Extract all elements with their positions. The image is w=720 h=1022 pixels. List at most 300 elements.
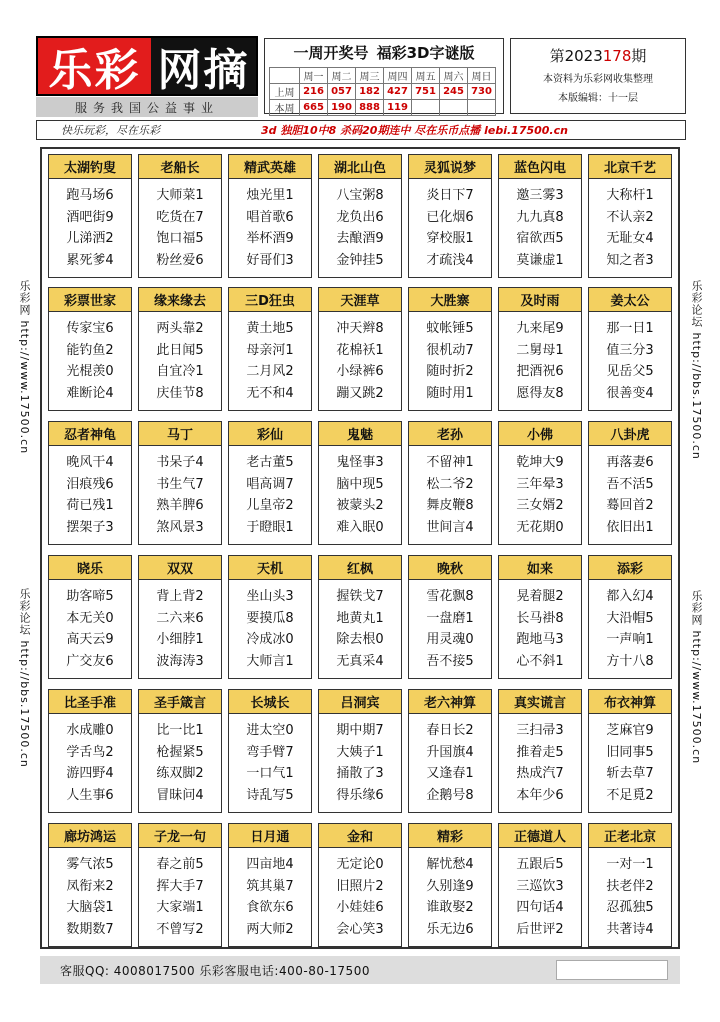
riddle-cell-title: 天涯草 <box>319 288 401 312</box>
riddle-line: 忍孤独5 <box>606 900 654 915</box>
riddle-line: 学舌鸟2 <box>66 744 114 760</box>
draw-value <box>412 100 440 116</box>
riddle-line: 被蒙头2 <box>336 498 384 513</box>
riddle-line: 举杯酒9 <box>246 231 294 246</box>
riddle-line: 比一比1 <box>156 723 204 738</box>
riddle-line: 知之者3 <box>606 252 654 268</box>
riddle-line: 冒昧问4 <box>156 787 204 803</box>
side-text-right-top: 乐彩论坛 http://bbs.17500.cn <box>690 280 703 460</box>
riddle-line: 一声响1 <box>606 632 654 647</box>
riddle-line: 雾气浓5 <box>66 857 114 872</box>
riddle-line: 大家端1 <box>156 900 204 915</box>
footer-blank-box <box>556 960 668 980</box>
day-header: 周五 <box>412 68 440 84</box>
riddle-line: 一对一1 <box>606 857 654 872</box>
riddle-line: 扶老伴2 <box>606 878 654 894</box>
riddle-line: 大脑袋1 <box>66 900 114 915</box>
riddle-line: 大沿帽5 <box>606 610 654 626</box>
riddle-cell <box>318 689 402 813</box>
riddle-line: 炎日下7 <box>426 188 474 203</box>
riddle-line: 小细脖1 <box>156 632 204 647</box>
riddle-cell <box>318 287 402 411</box>
footer <box>40 956 680 984</box>
side-text-left-bottom: 乐彩论坛 http://bbs.17500.cn <box>18 588 31 768</box>
riddle-line: 依旧出1 <box>606 519 654 535</box>
riddle-line: 泪痕残6 <box>66 476 114 492</box>
riddle-line: 庆佳节8 <box>156 385 204 401</box>
riddle-line: 三扫帚3 <box>516 723 564 738</box>
logo <box>36 36 258 96</box>
riddle-line: 二月风2 <box>246 364 294 379</box>
riddle-line: 用灵魂0 <box>426 632 474 647</box>
riddle-line: 要摸瓜8 <box>246 610 294 626</box>
riddle-cell <box>138 823 222 947</box>
period-label <box>511 45 685 66</box>
riddle-line: 春日长2 <box>426 723 474 738</box>
riddle-line: 见岳父5 <box>606 364 654 379</box>
riddle-line: 两大师2 <box>246 921 294 937</box>
riddle-line: 很机动7 <box>426 342 474 358</box>
riddle-line: 金钟挂5 <box>336 252 384 268</box>
riddle-line: 四亩地4 <box>246 857 294 872</box>
draw-value: 427 <box>384 84 412 100</box>
riddle-cell-title: 大胜寨 <box>409 288 491 312</box>
riddle-line: 凤衔来2 <box>66 878 114 894</box>
draw-value: 119 <box>384 100 412 116</box>
riddle-line: 蚊帐锤5 <box>426 321 474 336</box>
riddle-line: 旧同事5 <box>606 744 654 760</box>
riddle-line: 方十八8 <box>606 653 654 669</box>
riddle-cell <box>498 555 582 679</box>
riddle-cell <box>228 823 312 947</box>
riddle-line: 脑中现5 <box>336 476 384 492</box>
riddle-cell-title: 精彩 <box>409 824 491 848</box>
riddle-cell-title: 姜太公 <box>589 288 671 312</box>
riddle-cell <box>228 689 312 813</box>
riddle-cell <box>588 421 672 545</box>
riddle-line: 高天云9 <box>66 632 114 647</box>
riddle-cell <box>408 555 492 679</box>
riddle-line: 无不和4 <box>246 385 294 401</box>
draw-value: 216 <box>300 84 328 100</box>
riddle-cell <box>498 287 582 411</box>
riddle-cell-title: 正德道人 <box>499 824 581 848</box>
weekly-draw-header-row <box>270 68 496 84</box>
riddle-line: 波海涛3 <box>156 653 204 669</box>
riddle-line: 唱高调7 <box>246 476 294 492</box>
riddle-line: 鬼怪事3 <box>336 455 384 470</box>
riddle-cell-title: 北京千艺 <box>589 155 671 179</box>
riddle-cell-title: 湖北山色 <box>319 155 401 179</box>
riddle-line: 三年晕3 <box>516 476 564 492</box>
riddle-line: 两头靠2 <box>156 321 204 336</box>
riddle-line: 都入幻4 <box>606 589 654 604</box>
riddle-cell <box>318 823 402 947</box>
riddle-cell-title: 及时雨 <box>499 288 581 312</box>
riddle-line: 期中期7 <box>336 723 384 738</box>
riddle-line: 老古董5 <box>246 455 294 470</box>
riddle-cell-title: 金和 <box>319 824 401 848</box>
riddle-line: 去酿酒9 <box>336 231 384 246</box>
riddle-line: 无耻女4 <box>606 231 654 246</box>
riddle-line: 那一日1 <box>606 321 654 336</box>
riddle-line: 地黄丸1 <box>336 610 384 626</box>
side-text-left-top: 乐彩网 http://www.17500.cn <box>18 280 31 455</box>
riddle-line: 把酒祝6 <box>516 364 564 379</box>
riddle-line: 好哥们3 <box>246 252 294 268</box>
logo-left-text: 乐彩 <box>38 38 151 94</box>
riddle-line: 热成汽7 <box>516 766 564 781</box>
riddle-line: 随时折2 <box>426 364 474 379</box>
riddle-line: 酒吧街9 <box>66 209 114 225</box>
weekly-draw-title-left: 一周开奖号 <box>293 43 369 62</box>
riddle-cell <box>138 154 222 278</box>
riddle-line: 再落妻6 <box>606 455 654 470</box>
riddle-line: 进太空0 <box>246 723 294 738</box>
riddle-cell-title: 晚秋 <box>409 556 491 580</box>
riddle-line: 二六来6 <box>156 610 204 626</box>
riddle-line: 跑地马3 <box>516 632 564 647</box>
riddle-line: 助客啼5 <box>66 589 114 604</box>
riddle-line: 蹦又跳2 <box>336 385 384 401</box>
riddle-line: 握铁戈7 <box>336 589 384 604</box>
riddle-cell-title: 添彩 <box>589 556 671 580</box>
riddle-cell <box>588 823 672 947</box>
riddle-cell-title: 太湖钓叟 <box>49 155 131 179</box>
riddle-cell-title: 双双 <box>139 556 221 580</box>
riddle-cell <box>498 421 582 545</box>
riddle-cell <box>318 154 402 278</box>
riddle-cell <box>318 555 402 679</box>
draw-value: 665 <box>300 100 328 116</box>
riddle-line: 筑其巢7 <box>246 878 294 894</box>
riddle-cell <box>408 154 492 278</box>
riddle-cell-title: 天机 <box>229 556 311 580</box>
banner <box>36 120 686 140</box>
riddle-line: 不足覓2 <box>606 787 654 803</box>
riddle-line: 背上背2 <box>156 589 204 604</box>
riddle-line: 很善变4 <box>606 385 654 401</box>
riddle-line: 诗乱写5 <box>246 787 294 803</box>
riddle-cell-title: 如来 <box>499 556 581 580</box>
riddle-line: 穿校服1 <box>426 231 474 246</box>
riddle-line: 不认亲2 <box>606 209 654 225</box>
riddle-line: 弯手臂7 <box>246 744 294 760</box>
draw-value: 245 <box>440 84 468 100</box>
riddle-line: 花棉袄1 <box>336 342 384 358</box>
riddle-cell-title: 子龙一句 <box>139 824 221 848</box>
riddle-cell-title: 真实谎言 <box>499 690 581 714</box>
riddle-line: 饱口福5 <box>156 231 204 246</box>
riddle-cell <box>588 555 672 679</box>
riddle-cell <box>588 287 672 411</box>
riddle-line: 大称杆1 <box>606 188 654 203</box>
riddle-cell-title: 圣手箴言 <box>139 690 221 714</box>
riddle-line: 不留神1 <box>426 455 474 470</box>
riddle-line: 广交友6 <box>66 653 114 669</box>
riddle-cell <box>228 555 312 679</box>
riddle-cell <box>228 421 312 545</box>
riddle-cell <box>588 689 672 813</box>
riddle-cell <box>138 421 222 545</box>
riddle-line: 一口气1 <box>246 766 294 781</box>
riddle-cell <box>48 287 132 411</box>
weekly-draw-title <box>265 39 503 65</box>
riddle-line: 粉丝爱6 <box>156 252 204 268</box>
riddle-line: 捅散了3 <box>336 766 384 781</box>
riddle-cell-title: 八卦虎 <box>589 422 671 446</box>
riddle-line: 后世评2 <box>516 921 564 937</box>
riddle-cell-title: 精武英雄 <box>229 155 311 179</box>
riddle-line: 光棍羡0 <box>66 364 114 379</box>
riddle-line: 煞风景3 <box>156 519 204 535</box>
riddle-line: 邀三雾3 <box>516 188 564 203</box>
riddle-line: 解忧愁4 <box>426 857 474 872</box>
riddle-cell <box>228 154 312 278</box>
riddle-line: 雪花飘8 <box>426 589 474 604</box>
draw-value: 888 <box>356 100 384 116</box>
banner-promo-link[interactable]: 3d 独胆10中8 杀码20期连中 尽在乐币点播 lebi.17500.cn <box>261 124 568 137</box>
riddle-line: 八宝粥8 <box>336 188 384 203</box>
riddle-line: 莫谦虚1 <box>516 252 564 268</box>
riddle-line: 无真采4 <box>336 653 384 669</box>
riddle-line: 龙负出6 <box>336 209 384 225</box>
riddle-line: 大师菜1 <box>156 188 204 203</box>
riddle-line: 吾不接5 <box>426 653 474 669</box>
riddle-grid <box>40 147 680 949</box>
riddle-cell-title: 布衣神算 <box>589 690 671 714</box>
day-header: 周三 <box>356 68 384 84</box>
riddle-line: 推着走5 <box>516 744 564 760</box>
riddle-cell-title: 忍者神龟 <box>49 422 131 446</box>
draw-value: 057 <box>328 84 356 100</box>
riddle-cell-title: 老孙 <box>409 422 491 446</box>
weekly-draw-table <box>269 67 496 116</box>
period-prefix: 第2023 <box>549 47 603 65</box>
riddle-cell <box>48 154 132 278</box>
period-number: 178 <box>602 47 632 65</box>
row-label: 上周 <box>270 84 300 100</box>
issue-info-box <box>510 38 686 114</box>
riddle-line: 旧照片2 <box>336 878 384 894</box>
riddle-line: 吾不活5 <box>606 476 654 492</box>
row-label: 本周 <box>270 100 300 116</box>
riddle-line: 心不斜1 <box>516 653 564 669</box>
riddle-line: 水成雕0 <box>66 723 114 738</box>
riddle-line: 随时用1 <box>426 385 474 401</box>
riddle-cell-title: 吕洞宾 <box>319 690 401 714</box>
banner-slogan: 快乐玩彩，尽在乐彩 <box>61 124 160 137</box>
riddle-cell <box>498 154 582 278</box>
source-note: 本资料为乐彩网收集整理 <box>543 74 653 85</box>
riddle-line: 四句话4 <box>516 900 564 915</box>
riddle-line: 累死爹4 <box>66 252 114 268</box>
riddle-line: 二舅母1 <box>516 342 564 358</box>
weekly-draw-corner <box>270 68 300 84</box>
riddle-cell <box>408 689 492 813</box>
riddle-line: 本无关0 <box>66 610 114 626</box>
riddle-line: 乐无边6 <box>426 921 474 937</box>
riddle-line: 蓦回首2 <box>606 498 654 513</box>
riddle-cell <box>48 689 132 813</box>
riddle-line: 小娃娃6 <box>336 900 384 915</box>
riddle-line: 书生气7 <box>156 476 204 492</box>
riddle-line: 久别逢9 <box>426 878 474 894</box>
riddle-line: 五跟后5 <box>516 857 564 872</box>
riddle-line: 儿皇帝2 <box>246 498 294 513</box>
riddle-line: 大姨子1 <box>336 744 384 760</box>
slogan: 服务我国公益事业 <box>36 97 258 117</box>
riddle-cell <box>588 154 672 278</box>
riddle-cell-title: 缘来缘去 <box>139 288 221 312</box>
riddle-cell <box>138 689 222 813</box>
riddle-line: 晃着腿2 <box>516 589 564 604</box>
draw-value <box>468 100 496 116</box>
riddle-cell-title: 三D狂虫 <box>229 288 311 312</box>
riddle-line: 黄土地5 <box>246 321 294 336</box>
weekly-draw-row-last-week <box>270 84 496 100</box>
riddle-cell-title: 彩票世家 <box>49 288 131 312</box>
riddle-line: 小绿裤6 <box>336 364 384 379</box>
riddle-line: 宿欲西5 <box>516 231 564 246</box>
riddle-cell-title: 小佛 <box>499 422 581 446</box>
riddle-line: 跑马场6 <box>66 188 114 203</box>
riddle-cell-title: 老六神算 <box>409 690 491 714</box>
riddle-line: 九九真8 <box>516 209 564 225</box>
riddle-line: 熟羊脾6 <box>156 498 204 513</box>
day-header: 周四 <box>384 68 412 84</box>
riddle-line: 于瞪眼1 <box>246 519 294 535</box>
riddle-cell <box>138 555 222 679</box>
riddle-cell-title: 鬼魅 <box>319 422 401 446</box>
draw-value: 751 <box>412 84 440 100</box>
day-header: 周日 <box>468 68 496 84</box>
riddle-cell-title: 比圣手准 <box>49 690 131 714</box>
riddle-line: 数期数7 <box>66 921 114 937</box>
riddle-line: 三巡饮3 <box>516 878 564 894</box>
day-header: 周一 <box>300 68 328 84</box>
weekly-draw-title-right: 福彩3D字谜版 <box>376 43 475 62</box>
riddle-line: 本年少6 <box>516 787 564 803</box>
riddle-line: 烛光里1 <box>246 188 294 203</box>
riddle-line: 冲天辫8 <box>336 321 384 336</box>
riddle-line: 无定论0 <box>336 857 384 872</box>
riddle-cell-title: 老船长 <box>139 155 221 179</box>
riddle-line: 难断论4 <box>66 385 114 401</box>
riddle-line: 除去根0 <box>336 632 384 647</box>
draw-value: 190 <box>328 100 356 116</box>
day-header: 周六 <box>440 68 468 84</box>
riddle-cell <box>138 287 222 411</box>
riddle-cell <box>48 823 132 947</box>
riddle-line: 松二爷2 <box>426 476 474 492</box>
riddle-line: 自宜冷1 <box>156 364 204 379</box>
day-header: 周二 <box>328 68 356 84</box>
riddle-line: 难入眠0 <box>336 519 384 535</box>
riddle-line: 斩去草7 <box>606 766 654 781</box>
riddle-line: 又逢春1 <box>426 766 474 781</box>
draw-value <box>440 100 468 116</box>
riddle-line: 摆架子3 <box>66 519 114 535</box>
riddle-line: 企鹅号8 <box>426 787 474 803</box>
riddle-line: 共著诗4 <box>606 921 654 937</box>
riddle-cell-title: 马丁 <box>139 422 221 446</box>
riddle-line: 食欲东6 <box>246 900 294 915</box>
riddle-line: 春之前5 <box>156 857 204 872</box>
riddle-line: 枪握紧5 <box>156 744 204 760</box>
riddle-line: 儿涕洒2 <box>66 231 114 246</box>
riddle-line: 才疏浅4 <box>426 252 474 268</box>
riddle-line: 能钓鱼2 <box>66 342 114 358</box>
riddle-line: 母亲河1 <box>246 342 294 358</box>
riddle-line: 一盘磨1 <box>426 610 474 626</box>
riddle-line: 大师言1 <box>246 653 294 669</box>
logo-right-text: 网摘 <box>151 38 256 94</box>
riddle-cell-title: 日月通 <box>229 824 311 848</box>
riddle-cell <box>318 421 402 545</box>
riddle-cell <box>408 287 492 411</box>
riddle-line: 得乐缘6 <box>336 787 384 803</box>
riddle-line: 三女婿2 <box>516 498 564 513</box>
draw-value: 182 <box>356 84 384 100</box>
riddle-line: 世间言4 <box>426 519 474 535</box>
riddle-line: 荷已残1 <box>66 498 114 513</box>
draw-value: 730 <box>468 84 496 100</box>
riddle-line: 无花期0 <box>516 519 564 535</box>
riddle-line: 已化烟6 <box>426 209 474 225</box>
riddle-cell <box>48 555 132 679</box>
riddle-line: 挥大手7 <box>156 878 204 894</box>
riddle-line: 乾坤大9 <box>516 455 564 470</box>
riddle-cell-title: 红枫 <box>319 556 401 580</box>
riddle-line: 冷成冰0 <box>246 632 294 647</box>
riddle-line: 书呆子4 <box>156 455 204 470</box>
riddle-line: 不曾写2 <box>156 921 204 937</box>
riddle-cell <box>408 823 492 947</box>
riddle-cell-title: 长城长 <box>229 690 311 714</box>
weekly-draw-row-this-week <box>270 100 496 116</box>
riddle-line: 游四野4 <box>66 766 114 781</box>
riddle-cell-title: 灵狐说梦 <box>409 155 491 179</box>
riddle-line: 会心笑3 <box>336 921 384 937</box>
editor-note: 本版编辑：十一层 <box>558 93 638 104</box>
period-suffix: 期 <box>631 47 647 65</box>
riddle-line: 唱首歌6 <box>246 209 294 225</box>
footer-contact: 客服QQ: 4008017500 乐彩客服电话:400-80-17500 <box>60 963 370 978</box>
side-text-right-bottom: 乐彩网 http://www.17500.cn <box>690 590 703 765</box>
riddle-cell-title: 正老北京 <box>589 824 671 848</box>
riddle-cell <box>408 421 492 545</box>
riddle-line: 吃货在7 <box>156 209 204 225</box>
riddle-line: 练双脚2 <box>156 766 204 781</box>
riddle-cell-title: 彩仙 <box>229 422 311 446</box>
riddle-cell-title: 廊坊鸿运 <box>49 824 131 848</box>
riddle-line: 芝麻官9 <box>606 723 654 738</box>
riddle-line: 传家宝6 <box>66 321 114 336</box>
riddle-cell <box>228 287 312 411</box>
riddle-line: 晚风干4 <box>66 455 114 470</box>
riddle-cell-title: 蓝色闪电 <box>499 155 581 179</box>
riddle-line: 愿得友8 <box>516 385 564 401</box>
riddle-line: 此日闻5 <box>156 342 204 358</box>
riddle-line: 舞皮鞭8 <box>426 498 474 513</box>
riddle-line: 升国旗4 <box>426 744 474 760</box>
riddle-cell <box>498 823 582 947</box>
riddle-cell <box>48 421 132 545</box>
riddle-line: 坐山头3 <box>246 589 294 604</box>
weekly-draw-box <box>264 38 504 114</box>
riddle-cell-title: 晓乐 <box>49 556 131 580</box>
